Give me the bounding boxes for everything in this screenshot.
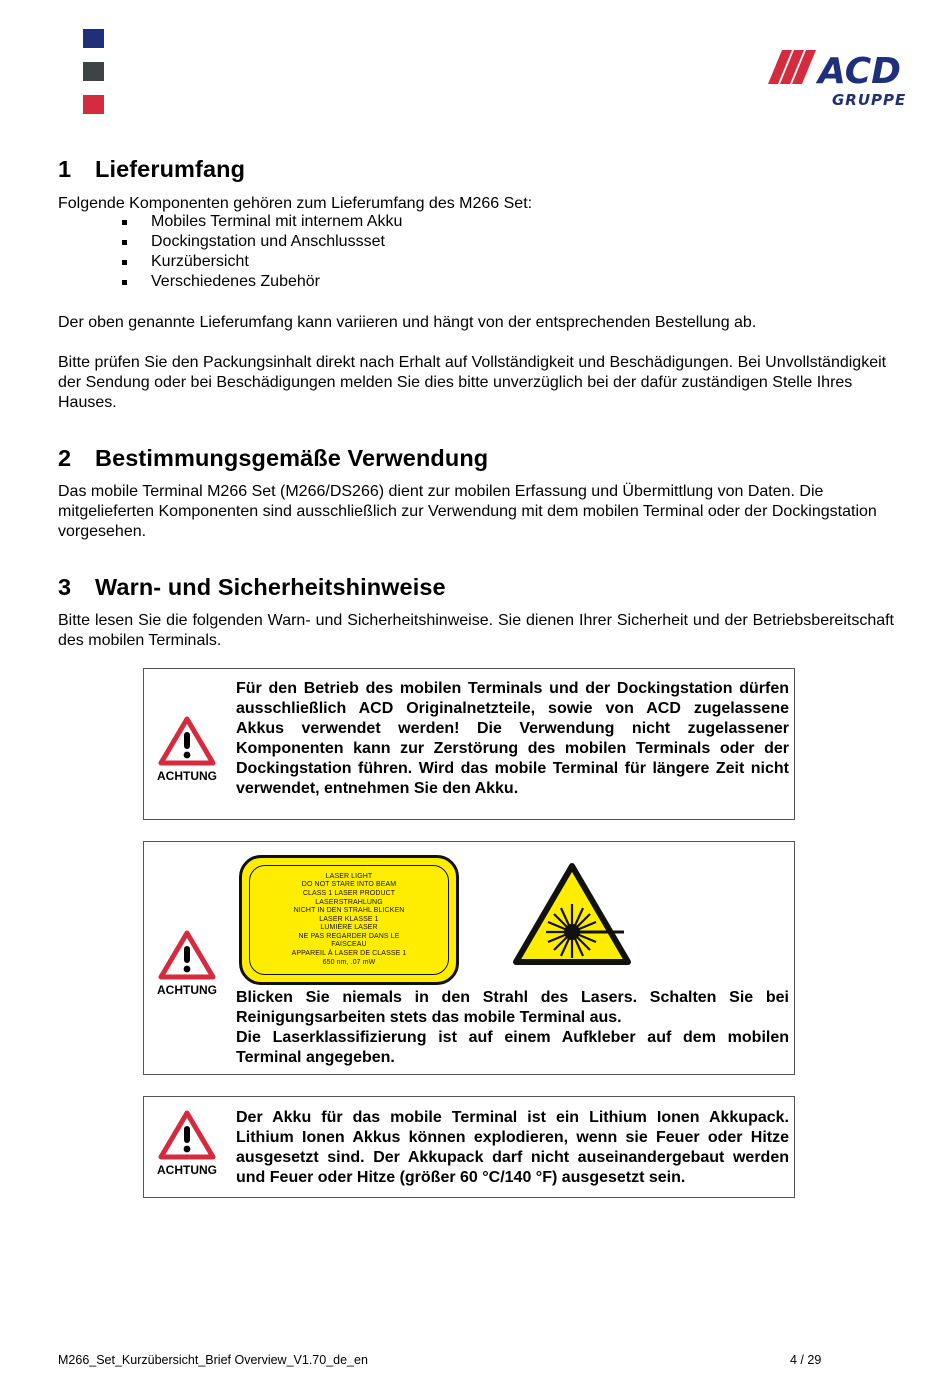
warning-triangle-icon: [158, 1110, 216, 1160]
warning-box-power: [143, 668, 795, 820]
section-2-heading: 2 Bestimmungsgemäße Verwendung: [58, 445, 489, 471]
warning-sign: [157, 1110, 217, 1177]
warning-triangle-icon: [158, 930, 216, 980]
list-item: Mobiles Terminal mit internem Akku: [58, 212, 402, 232]
section-1-paragraph-2: Bitte prüfen Sie den Packungsinhalt direkt nach Erhalt auf Vollständigkeit und Beschädigungen. Bei Unvollständigkeit der Sendung oder bei Beschädigungen melden Sie dies bitte unverzüglich bei der dafür zuständigen Stelle Ihres Hauses.: [58, 354, 887, 411]
section-2-paragraph: Das mobile Terminal M266 Set (M266/DS266) dient zur mobilen Erfassung und Übermittlung von Daten. Die mitgelieferten Komponenten sind ausschließlich zur Verwendung mit dem mobilen Terminal oder der Dockingstation vorgesehen.: [58, 483, 877, 540]
list-item: Kurzübersicht: [58, 252, 402, 272]
warning-text-laser-class: Die Laserklassifizierung ist auf einem Aufkleber auf dem mobilen Terminal angegeben.: [236, 1029, 789, 1066]
list-item: Verschiedenes Zubehör: [58, 272, 402, 292]
warning-sign: [157, 930, 217, 997]
laser-class-label: [239, 855, 459, 985]
laser-hazard-icon: [512, 862, 632, 967]
section-3-heading: 3 Warn- und Sicherheitshinweise: [58, 574, 446, 600]
warning-label: ACHTUNG: [157, 769, 217, 783]
warning-label: ACHTUNG: [157, 983, 217, 997]
warning-sign: [157, 716, 217, 783]
warning-text-battery: Der Akku für das mobile Terminal ist ein Lithium Ionen Akkupack. Lithium Ionen Akkus können explodieren, wenn sie Feuer oder Hitze ausgesetzt sind. Der Akkupack darf nicht auseinandergebaut werden und Feuer oder Hitze (größer 60 °C/140 °F) ausgesetzt sein.: [236, 1109, 789, 1186]
brand-square-blue: [83, 29, 104, 48]
logo-brand: ACD: [818, 51, 902, 92]
warning-label: ACHTUNG: [157, 1163, 217, 1177]
section-1-heading: 1 Lieferumfang: [58, 156, 246, 182]
section-1-paragraph-1: Der oben genannte Lieferumfang kann variieren und hängt von der entsprechenden Bestellung ab.: [58, 314, 757, 331]
warning-box-battery: [143, 1096, 795, 1198]
warning-text-laser: Blicken Sie niemals in den Strahl des Lasers. Schalten Sie bei Reinigungsarbeiten stets das mobile Terminal aus.: [236, 989, 789, 1026]
warning-box-laser: [143, 841, 795, 1075]
acd-logo: [766, 46, 926, 110]
logo-sub: GRUPPE: [832, 91, 907, 109]
footer-page-number: 4 / 29: [790, 1353, 822, 1367]
section-1-intro: Folgende Komponenten gehören zum Lieferumfang des M266 Set:: [58, 195, 533, 212]
footer-document-name: M266_Set_Kurzübersicht_Brief Overview_V1.70_de_en: [58, 1353, 368, 1367]
brand-square-red: [83, 95, 104, 114]
warning-text-power: Für den Betrieb des mobilen Terminals und der Dockingstation dürfen ausschließlich ACD Originalnetzteile, sowie von ACD zugelassene Akkus verwendet werden! Die Verwendung nicht zugelassener Komponenten kann zur Zerstörung des mobilen Terminals oder der Dockingstation führen. Wird das mobile Terminal für längere Zeit nicht verwendet, entnehmen Sie den Akku.: [236, 680, 789, 797]
section-3-paragraph: Bitte lesen Sie die folgenden Warn- und Sicherheitshinweise. Sie dienen Ihrer Sicherheit und der Betriebsbereitschaft des mobilen Terminals.: [58, 612, 894, 649]
warning-triangle-icon: [158, 716, 216, 766]
brand-square-gray: [83, 62, 104, 81]
laser-label-text: LASER LIGHT DO NOT STARE INTO BEAM CLASS 1 LASER PRODUCT LASERSTRAHLUNG NICHT IN DEN STRAHL BLICKEN LASER KLASSE 1 LUMIÈRE LASER NE PAS REGARDER DANS LE FAISCEAU APPAREIL À LASER DE CLASSE 1 650 nm, .07 mW: [249, 865, 449, 975]
list-item: Dockingstation und Anschlussset: [58, 232, 402, 252]
delivery-list: [58, 212, 402, 292]
